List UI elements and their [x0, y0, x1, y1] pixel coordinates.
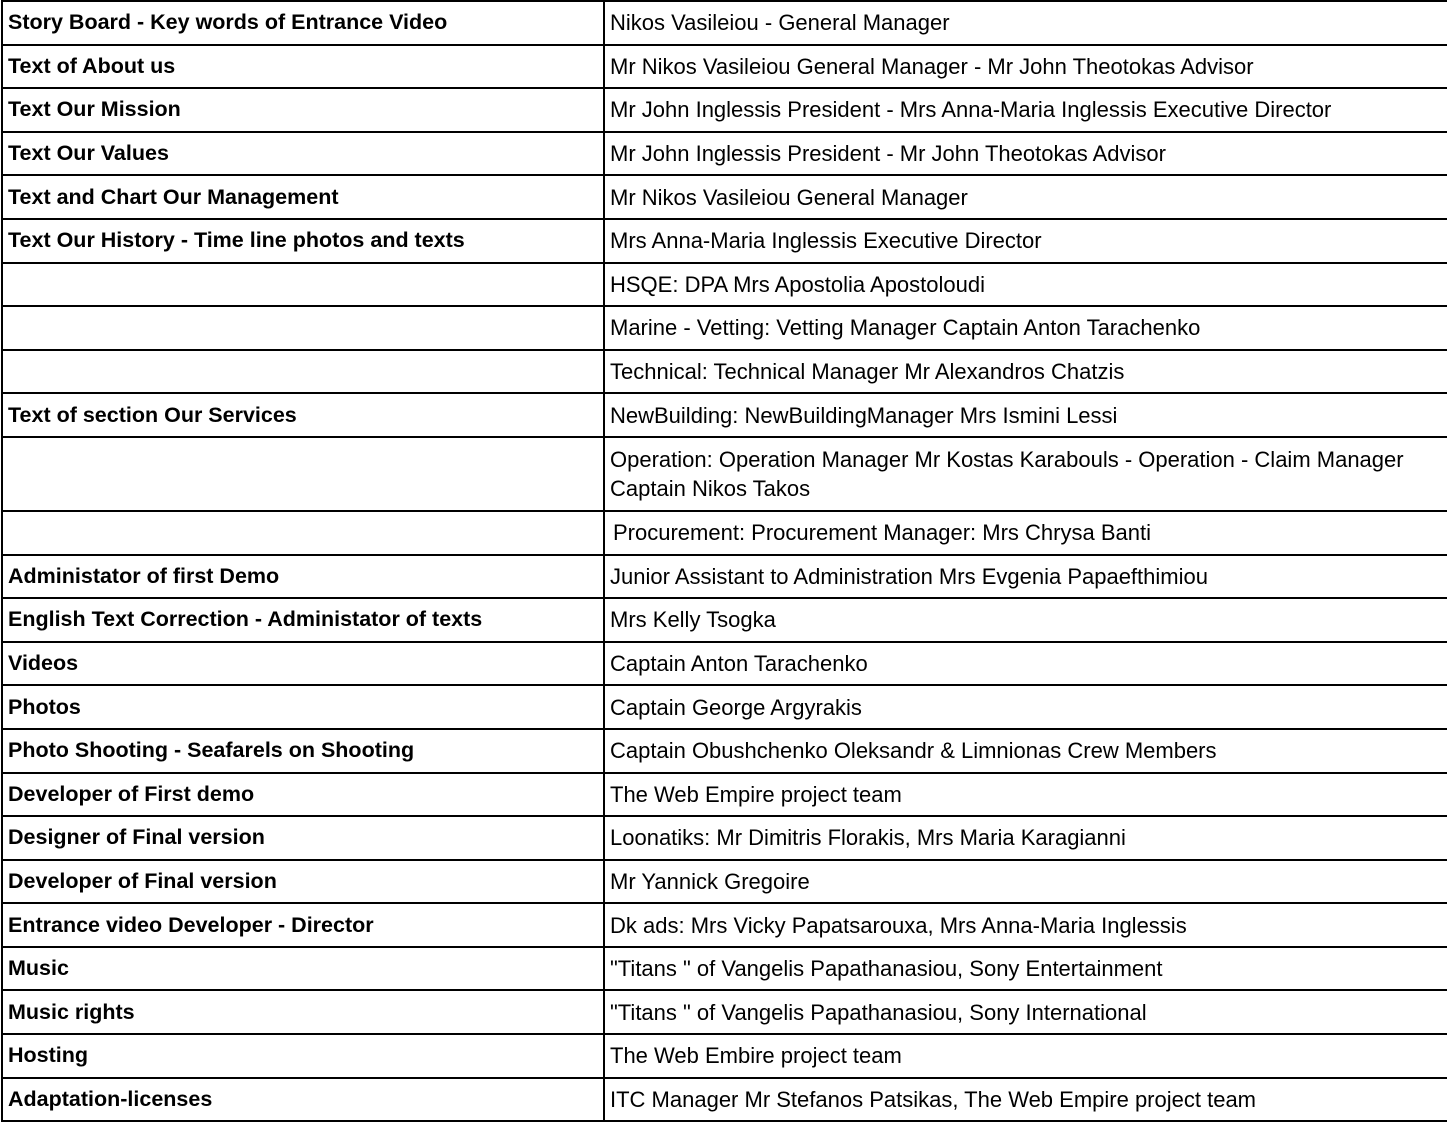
person-cell: "Titans " of Vangelis Papathanasiou, Sony International [604, 990, 1447, 1034]
person-cell: Mr John Inglessis President - Mr John Theotokas Advisor [604, 132, 1447, 176]
role-cell: Text and Chart Our Management [2, 175, 604, 219]
role-cell: Text of section Our Services [2, 393, 604, 437]
table-row [2, 306, 1447, 350]
credits-table-body [2, 1, 1447, 1121]
table-row [2, 990, 1447, 1034]
table-row [2, 350, 1447, 394]
person-cell: ITC Manager Mr Stefanos Patsikas, The Web Empire project team [604, 1078, 1447, 1122]
table-row [2, 45, 1447, 89]
person-cell: HSQE: DPA Mrs Apostolia Apostoloudi [604, 263, 1447, 307]
table-row [2, 175, 1447, 219]
table-row [2, 598, 1447, 642]
role-cell: Text Our Mission [2, 88, 604, 132]
role-cell: Developer of Final version [2, 860, 604, 904]
role-cell: Entrance video Developer - Director [2, 903, 604, 947]
table-row [2, 1, 1447, 45]
person-cell: Nikos Vasileiou - General Manager [604, 1, 1447, 45]
role-cell: Developer of First demo [2, 773, 604, 817]
person-cell: Operation: Operation Manager Mr Kostas Karabouls - Operation - Claim Manager Captain Nikos Takos [604, 437, 1447, 511]
role-cell [2, 263, 604, 307]
table-row [2, 816, 1447, 860]
person-cell: Dk ads: Mrs Vicky Papatsarouxa, Mrs Anna-Maria Inglessis [604, 903, 1447, 947]
role-cell: Hosting [2, 1034, 604, 1078]
table-row [2, 947, 1447, 991]
person-cell: Junior Assistant to Administration Mrs Evgenia Papaefthimiou [604, 555, 1447, 599]
table-row [2, 437, 1447, 511]
role-cell: Designer of Final version [2, 816, 604, 860]
person-cell: Procurement: Procurement Manager: Mrs Chrysa Banti [604, 511, 1447, 555]
role-cell: Administator of first Demo [2, 555, 604, 599]
person-cell: Loonatiks: Mr Dimitris Florakis, Mrs Maria Karagianni [604, 816, 1447, 860]
table-row [2, 729, 1447, 773]
person-cell: Captain Obushchenko Oleksandr & Limnionas Crew Members [604, 729, 1447, 773]
role-cell [2, 511, 604, 555]
role-cell: Photo Shooting - Seafarels on Shooting [2, 729, 604, 773]
role-cell: Text of About us [2, 45, 604, 89]
person-cell: Captain George Argyrakis [604, 685, 1447, 729]
person-cell: The Web Embire project team [604, 1034, 1447, 1078]
table-row [2, 263, 1447, 307]
role-cell: Music rights [2, 990, 604, 1034]
table-row [2, 393, 1447, 437]
table-row [2, 555, 1447, 599]
person-cell: Mr Nikos Vasileiou General Manager - Mr John Theotokas Advisor [604, 45, 1447, 89]
table-row [2, 1034, 1447, 1078]
table-row [2, 511, 1447, 555]
person-cell: The Web Empire project team [604, 773, 1447, 817]
table-row [2, 88, 1447, 132]
table-row [2, 1078, 1447, 1122]
person-cell: NewBuilding: NewBuildingManager Mrs Ismini Lessi [604, 393, 1447, 437]
credits-table [1, 0, 1447, 1122]
role-cell: Adaptation-licenses [2, 1078, 604, 1122]
person-cell: Technical: Technical Manager Mr Alexandros Chatzis [604, 350, 1447, 394]
role-cell: Photos [2, 685, 604, 729]
role-cell: Story Board - Key words of Entrance Video [2, 1, 604, 45]
role-cell: English Text Correction - Administator of texts [2, 598, 604, 642]
role-cell [2, 437, 604, 511]
role-cell [2, 350, 604, 394]
person-cell: Captain Anton Tarachenko [604, 642, 1447, 686]
table-row [2, 219, 1447, 263]
person-cell: Mr John Inglessis President - Mrs Anna-Maria Inglessis Executive Director [604, 88, 1447, 132]
role-cell: Music [2, 947, 604, 991]
table-row [2, 642, 1447, 686]
table-row [2, 903, 1447, 947]
table-row [2, 132, 1447, 176]
table-row [2, 685, 1447, 729]
person-cell: Mr Yannick Gregoire [604, 860, 1447, 904]
person-cell: Mrs Kelly Tsogka [604, 598, 1447, 642]
table-row [2, 860, 1447, 904]
role-cell: Videos [2, 642, 604, 686]
person-cell: Mr Nikos Vasileiou General Manager [604, 175, 1447, 219]
person-cell: "Titans " of Vangelis Papathanasiou, Sony Entertainment [604, 947, 1447, 991]
role-cell: Text Our Values [2, 132, 604, 176]
table-row [2, 773, 1447, 817]
role-cell [2, 306, 604, 350]
role-cell: Text Our History - Time line photos and texts [2, 219, 604, 263]
person-cell: Marine - Vetting: Vetting Manager Captain Anton Tarachenko [604, 306, 1447, 350]
person-cell: Mrs Anna-Maria Inglessis Executive Director [604, 219, 1447, 263]
